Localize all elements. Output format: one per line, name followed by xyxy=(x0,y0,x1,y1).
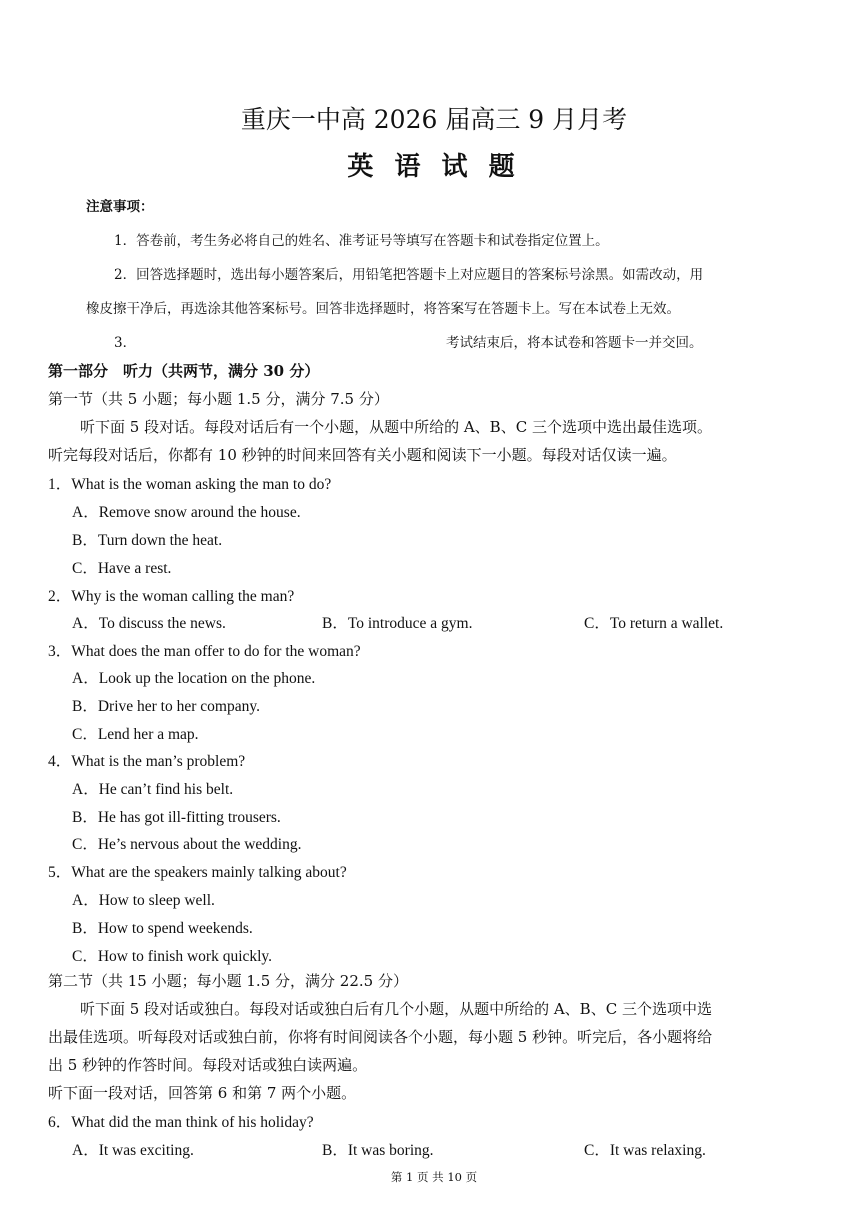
question-6-option-b: B．It was boring. xyxy=(322,1142,434,1159)
question-4-option-c: C．He’s nervous about the wedding. xyxy=(72,836,302,853)
section-2-instruction-line-1: 听下面 5 段对话或独白。每段对话或独白后有几个小题，从题中所给的 A、B、C 三个选项中选 xyxy=(80,1000,712,1018)
subject-title: 英 语 试 题 xyxy=(347,152,521,182)
section-1-instruction-line-1: 听下面 5 段对话。每段对话后有一个小题，从题中所给的 A、B、C 三个选项中选出最佳选项。 xyxy=(80,418,712,436)
question-5: 5．What are the speakers mainly talking about? xyxy=(48,864,347,881)
exam-title: 重庆一中高 2026 届高三 9 月月考 xyxy=(240,105,628,134)
question-1-option-c: C．Have a rest. xyxy=(72,560,172,577)
notice-heading: 注意事项： xyxy=(86,199,154,215)
question-1: 1．What is the woman asking the man to do? xyxy=(48,476,332,493)
question-3: 3．What does the man offer to do for the woman? xyxy=(48,643,361,660)
question-3-option-b: B．Drive her to her company. xyxy=(72,698,260,715)
notice-item-3-number: 3． xyxy=(114,335,137,351)
question-1-option-a: A．Remove snow around the house. xyxy=(72,504,301,521)
notice-item-1: 1．答卷前，考生务必将自己的姓名、准考证号等填写在答题卡和试卷指定位置上。 xyxy=(114,233,609,249)
notice-item-3-text: 考试结束后，将本试卷和答题卡一并交回。 xyxy=(446,335,703,351)
question-4-option-a: A．He can’t find his belt. xyxy=(72,781,234,798)
question-4: 4．What is the man’s problem? xyxy=(48,753,246,770)
section-1-heading: 第一节（共 5 小题；每小题 1.5 分，满分 7.5 分） xyxy=(48,390,389,408)
question-2-option-c: C．To return a wallet. xyxy=(584,615,724,632)
section-2-instruction-line-2: 出最佳选项。听每段对话或独白前，你将有时间阅读各个小题，每小题 5 秒钟。听完后，各小题将给 xyxy=(48,1028,713,1046)
section-2-heading: 第二节（共 15 小题；每小题 1.5 分，满分 22.5 分） xyxy=(48,972,408,990)
section-2-instruction-line-3: 出 5 秒钟的作答时间。每段对话或独白读两遍。 xyxy=(48,1056,368,1074)
section-2-sub-instruction: 听下面一段对话，回答第 6 和第 7 两个小题。 xyxy=(48,1084,357,1102)
question-3-option-a: A．Look up the location on the phone. xyxy=(72,670,316,687)
page-number: 第 1 页 共 10 页 xyxy=(390,1170,478,1184)
question-6-option-c: C．It was relaxing. xyxy=(584,1142,706,1159)
notice-item-2-line-1: 2．回答选择题时，选出每小题答案后，用铅笔把答题卡上对应题目的答案标号涂黑。如需改动，用 xyxy=(114,267,704,283)
question-3-option-c: C．Lend her a map. xyxy=(72,726,199,743)
question-6: 6．What did the man think of his holiday? xyxy=(48,1114,314,1131)
question-6-option-a: A．It was exciting. xyxy=(72,1142,194,1159)
question-1-option-b: B．Turn down the heat. xyxy=(72,532,223,549)
question-2: 2．Why is the woman calling the man? xyxy=(48,588,295,605)
question-2-option-b: B．To introduce a gym. xyxy=(322,615,473,632)
question-5-option-a: A．How to sleep well. xyxy=(72,892,215,909)
part-1-heading: 第一部分 听力（共两节，满分 30 分） xyxy=(48,362,320,380)
section-1-instruction-line-2: 听完每段对话后，你都有 10 秒钟的时间来回答有关小题和阅读下一小题。每段对话仅读一遍。 xyxy=(48,446,677,464)
question-5-option-c: C．How to finish work quickly. xyxy=(72,948,273,965)
question-4-option-b: B．He has got ill-fitting trousers. xyxy=(72,809,281,826)
notice-item-2-line-2: 橡皮擦干净后，再选涂其他答案标号。回答非选择题时，将答案写在答题卡上。写在本试卷上无效。 xyxy=(86,301,680,317)
question-2-option-a: A．To discuss the news. xyxy=(72,615,226,632)
question-5-option-b: B．How to spend weekends. xyxy=(72,920,253,937)
